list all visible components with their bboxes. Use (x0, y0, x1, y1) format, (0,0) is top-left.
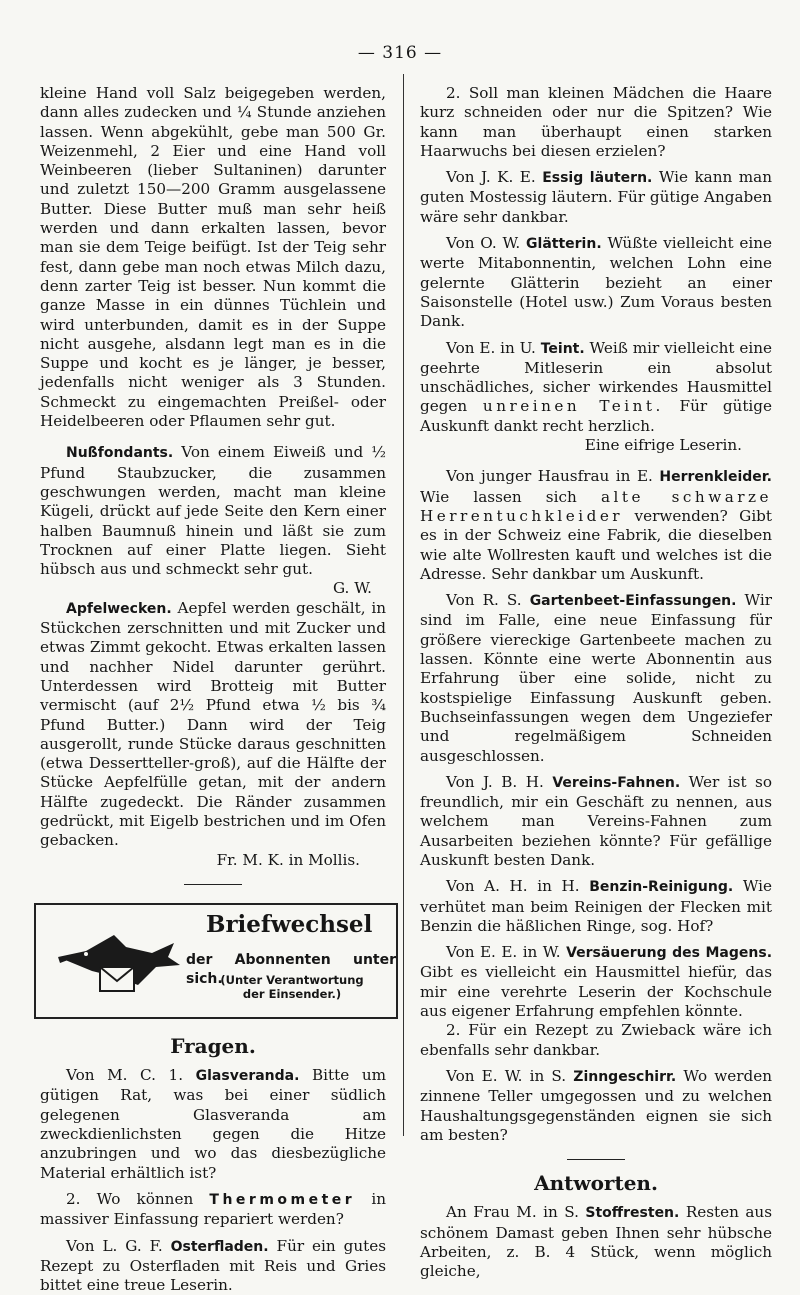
question-title: Essig läutern. (542, 170, 653, 187)
question-zinngeschirr (420, 1067, 772, 1145)
recipe-signature: G. W. (332, 579, 372, 598)
question-signature: Eine eifrige Leserin. (584, 436, 742, 455)
question-haare: 2. Soll man kleinen Mädchen die Haare kurz schneiden oder nur die Spitzen? Wie kann man überhaupt einen starken Haarwuchs bei diesen erzielen? (420, 84, 772, 160)
question-title: Herrenkleider. (659, 469, 772, 486)
banner-note: (Unter Verantwortung der Einsender.) (220, 972, 364, 1001)
question-from: Von M. C. 1. (66, 1066, 184, 1085)
right-column (420, 84, 772, 1282)
recipe-title: Nußfondants. (66, 445, 174, 462)
question-osterfladen (40, 1237, 386, 1295)
question-from: Von E. E. in W. (446, 943, 561, 962)
question-text: verwenden? Gibt es in der Schweiz eine Fabrik, die dieselben wie alte Wollresten kauft und welches ist die Adresse. Sehr dankbar um Auskunft. (420, 506, 772, 583)
question-text: 2. Wo können (66, 1189, 194, 1208)
question-benzin (420, 877, 772, 936)
recipe-text: Aepfel werden geschält, in Stückchen zerschnitten und mit Zucker und etwas Zimmt gekocht. Etwas erkalten lassen und nachher Nidel darunter gerührt. Unterdessen wird Brotteig mit Butter vermischt (auf 2½ Pfund etwa ½ bis ¾ Pfund Butter.) Dann wird der Teig ausgerollt, runde Stücke daraus geschnitten (etwa Dessertteller-groß), auf die Hälfte der Stücke Aepfelfülle getan, mit der andern Hälfte zugedeckt. Die Ränder zusammen gedrückt, mit Eigelb bestrichen und im Ofen gebacken. (40, 598, 387, 850)
question-from: Von J. B. H. (446, 772, 544, 791)
question-title: Benzin-Reinigung. (589, 879, 734, 896)
recipe-nussfondants (40, 443, 387, 598)
question-from: Von E. W. in S. (446, 1066, 567, 1085)
question-title: Teint. (540, 340, 585, 357)
page-number: — 316 — (357, 43, 443, 63)
question-keyword: unreinen Teint. (482, 397, 664, 416)
section-rule (567, 1159, 625, 1160)
bird-with-letter-icon (56, 927, 186, 997)
question-from: Von R. S. (446, 591, 522, 610)
recipe-text: Von einem Eiweiß und ½ Pfund Staubzucker, die zusammen geschwungen werden, macht man kleine Kügeli, drückt auf jede Seite den Kern einer halben Baumnuß hinein und läßt sie zum Trocknen auf einer Platte liegen. Sieht hübsch aus und schmeckt sehr gut. (40, 443, 387, 579)
question-text: in massiver Einfassung repariert werden? (40, 1189, 387, 1229)
question-text: Wie lassen sich (420, 487, 577, 506)
question-teint (420, 339, 772, 436)
question-glaetterin (420, 234, 772, 331)
question-text: Wie kann man guten Mostessig läutern. Für gütige Angaben wäre sehr dankbar. (420, 168, 773, 226)
answer-text: Resten aus schönem Damast geben Ihnen sehr hübsche Arbeiten, z. B. 4 Stück, wenn möglich gleiche, (420, 1203, 773, 1281)
question-essig (420, 168, 772, 227)
section-rule (184, 884, 242, 885)
question-text: Weiß mir vielleicht eine geehrte Mitleserin ein absolut unschädliches, sicher wirkendes Hausmittel gegen (420, 338, 772, 416)
recipe-apfelwecken (40, 599, 386, 851)
question-title: Gartenbeet-Einfassungen. (529, 593, 737, 610)
antworten-heading: Antworten. (534, 1171, 658, 1196)
question-text: Wo werden zinnene Teller umgegossen und zu welchen Haushaltungsgegenständen eignen sie sich am besten? (420, 1066, 773, 1144)
banner-subtitle: der Abonnenten unter sich. (186, 951, 396, 988)
question-text: Wüßte vielleicht eine werte Mitabonnentin, welchen Lohn eine gelernte Glätterin bezieht an einer Saisonstelle (Hotel usw.) Zum Voraus besten Dank. (420, 234, 773, 331)
question-from: Von A. H. in H. (446, 877, 580, 896)
question-from: Von J. K. E. (446, 168, 536, 187)
question-text: Wie verhütet man beim Reinigen der Flecken mit Benzin die häßlichen Ringe, sog. Hof? (420, 877, 773, 935)
recipe-signature: Fr. M. K. in Mollis. (216, 850, 360, 869)
question-zwieback: 2. Für ein Rezept zu Zwieback wäre ich ebenfalls sehr dankbar. (420, 1021, 772, 1059)
question-text: Für gütige Auskunft dankt recht herzlich. (420, 397, 772, 435)
briefwechsel-banner (34, 903, 398, 1019)
question-thermometer (40, 1190, 386, 1230)
question-text: Für ein gutes Rezept zu Osterfladen mit Reis und Gries bittet eine treue Leserin. (40, 1236, 387, 1295)
question-text: Wer ist so freundlich, mir ein Geschäft zu nennen, aus welchem man Vereins-Fahnen zum Ausarbeiten beziehen könnte? Für gefällige Auskunft besten Dank. (420, 772, 772, 869)
banner-title: Briefwechsel (206, 910, 373, 938)
question-title: Glätterin. (526, 236, 602, 253)
question-from: Von O. W. (446, 234, 521, 253)
recipe-title: Apfelwecken. (66, 600, 172, 617)
question-title: Zinngeschirr. (573, 1068, 677, 1085)
question-from: Von junger Hausfrau in E. (446, 467, 653, 486)
question-keyword: Thermometer (209, 1191, 356, 1208)
fragen-heading: Fragen. (170, 1033, 256, 1058)
question-title: Glasveranda. (195, 1068, 300, 1085)
left-column (40, 84, 396, 1295)
question-text: Bitte um gütigen Rat, was bei einer südlich gelegenen Glasveranda am zweckdienlichsten gegen die Hitze anzubringen und wo das diesbezügliche Material erhältlich ist? (40, 1066, 386, 1182)
question-title: Vereins-Fahnen. (552, 774, 681, 791)
recipe-continuation: kleine Hand voll Salz beigegeben werden, dann alles zudecken und ¼ Stunde anziehen lassen. Wenn abgekühlt, gebe man 500 Gr. Weizenmehl, 2 Eier und eine Hand voll Weinbeeren (lieber Sultaninen) darunter und zuletzt 150—200 Gramm ausgelassene Butter. Diese Butter muß man sehr heiß werden und dann erkalten lassen, bevor man sie dem Teige beifügt. Ist der Teig sehr fest, dann gebe man noch etwas Milch dazu, denn zarter Teig ist besser. Nun kommt die ganze Masse in ein dünnes Tüchlein und wird unterbunden, damit es in der Suppe nicht ausgehe, alsdann legt man es in die Suppe und kocht es je länger, je besser, jedenfalls nicht weniger als 3 Stunden. Schmeckt zu eingemachten Preißel- oder Heidelbeeren oder Pflaumen sehr gut. (40, 84, 386, 431)
question-from: Von L. G. F. (66, 1236, 163, 1255)
answer-stoffresten (420, 1203, 772, 1281)
question-gartenbeet (420, 591, 772, 766)
question-vereinsfahnen (420, 773, 772, 870)
question-text: Gibt es vielleicht ein Hausmittel hiefür, das mir eine verehrte Leserin der Kochschule aus eigener Erfahrung empfehlen könnte. (420, 963, 772, 1021)
question-title: Osterfladen. (170, 1238, 269, 1255)
answer-to: An Frau M. in S. (446, 1203, 579, 1222)
question-from: Von E. in U. (446, 338, 536, 357)
column-divider (403, 74, 404, 1136)
answer-title: Stoffresten. (585, 1205, 680, 1222)
question-text: Wir sind im Falle, eine neue Einfassung für größere viereckige Gartenbeete machen zu lassen. Könnte eine werte Abonnentin aus Erfahrung über eine solide, nicht zu kostspielige Einfassung Auskunft geben. Buchseinfassungen wegen dem Ungeziefer und regelmäßigem Schneiden ausgeschlossen. (420, 591, 773, 765)
question-glasveranda (40, 1066, 386, 1183)
question-magen (420, 943, 772, 1021)
question-keyword: alte schwarze Herrentuchkleider (420, 487, 773, 525)
question-herrenkleider (420, 467, 772, 584)
question-title: Versäuerung des Magens. (566, 945, 773, 962)
